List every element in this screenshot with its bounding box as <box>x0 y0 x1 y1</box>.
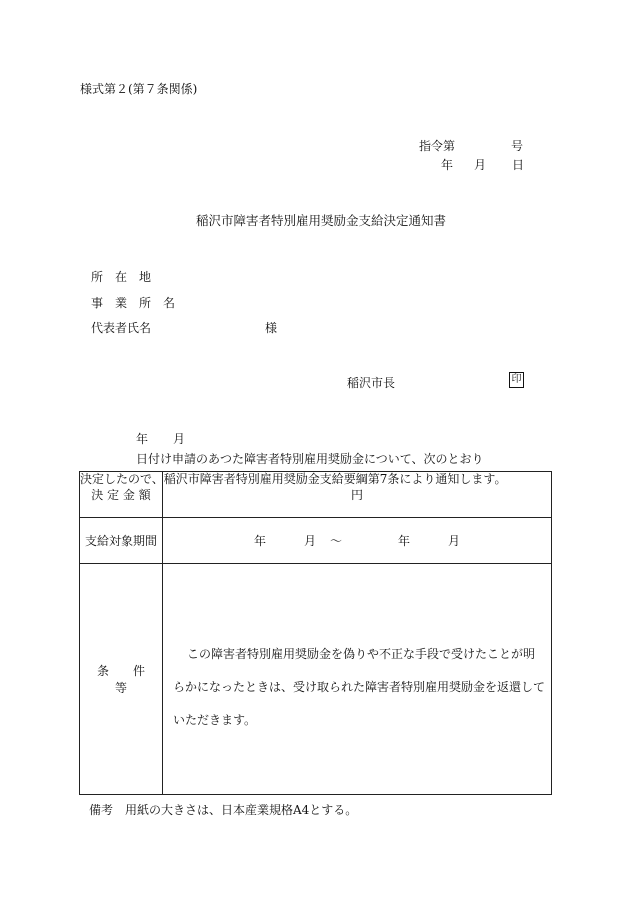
order-number-suffix: 号 <box>511 139 524 153</box>
location-label: 所 在 地 <box>91 270 152 284</box>
conditions-text: この障害者特別雇用奨励金を偽りや不正な手段で受けたことが明らかになったときは、受け取られた障害者特別雇用奨励金を返還していただきます。 <box>173 646 546 727</box>
representative-name-label: 代表者氏名 <box>91 321 152 335</box>
period-year-end: 年 <box>398 534 411 548</box>
document-title: 稲沢市障害者特別雇用奨励金支給決定通知書 <box>196 213 447 228</box>
date-month-label: 月 <box>474 158 487 172</box>
issuer-name: 稲沢市長 <box>347 376 396 390</box>
table-row <box>80 564 552 795</box>
body-line1-text: 日付け申請のあつた障害者特別雇用奨励金について、次のとおり <box>136 452 484 466</box>
conditions-label: 条 件 等 <box>80 564 163 795</box>
conditions-cell <box>163 564 552 795</box>
body-month: 月 <box>173 432 186 446</box>
period-tilde: ～ <box>329 534 342 548</box>
date-year-label: 年 <box>441 158 454 172</box>
table-row <box>80 472 552 518</box>
period-label: 支給対象期間 <box>80 518 163 564</box>
table-row <box>80 518 552 564</box>
order-number-label: 指令第 <box>419 139 456 153</box>
seal-stamp: 印 <box>509 372 524 388</box>
body-year: 年 <box>136 432 149 446</box>
period-year-start: 年 <box>253 534 266 548</box>
remarks-note: 備考 用紙の大きさは、日本産業規格A4とする。 <box>89 803 358 817</box>
period-month-end: 月 <box>448 534 461 548</box>
date-day-label: 日 <box>512 158 525 172</box>
amount-value: 円 <box>163 472 552 518</box>
amount-label: 決 定 金 額 <box>80 472 163 518</box>
decision-table <box>79 471 552 795</box>
period-month-start: 月 <box>303 534 316 548</box>
form-reference: 様式第２(第７条関係) <box>80 82 198 96</box>
business-name-label: 事 業 所 名 <box>91 296 176 310</box>
honorific-sama: 様 <box>265 321 278 335</box>
period-value <box>163 518 552 564</box>
body-line2-text: 決定したので、稲沢市障害者特別雇用奨励金支給要綱第7条により通知します。 <box>80 472 507 486</box>
